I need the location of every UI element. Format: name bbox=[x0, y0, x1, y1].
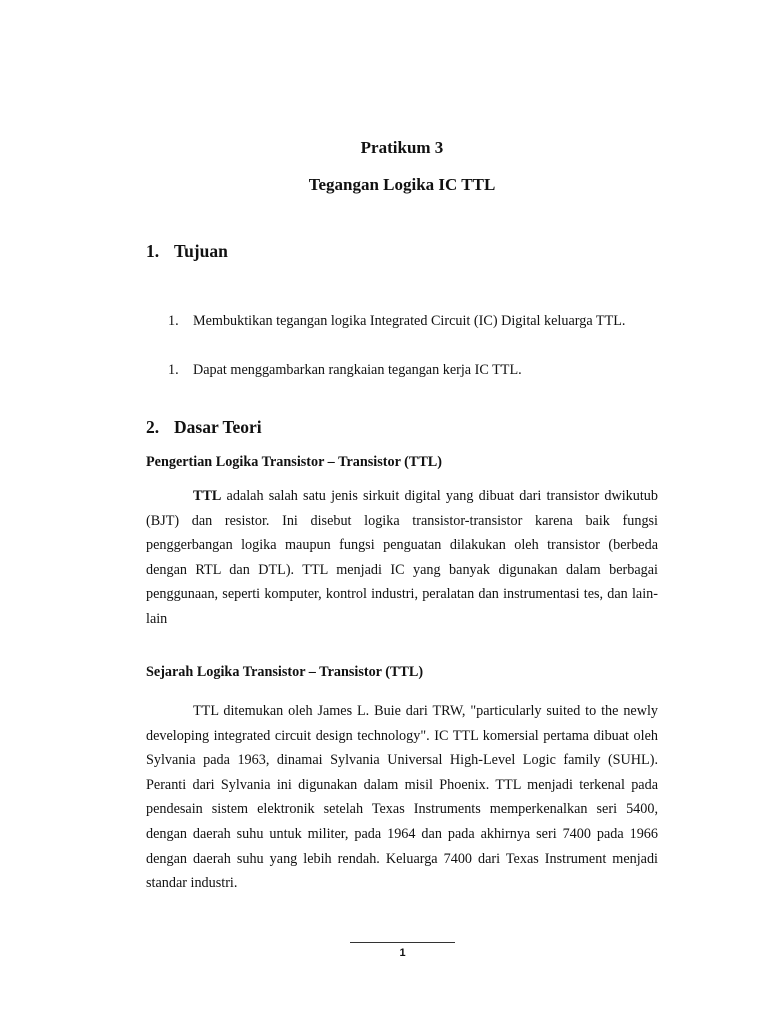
document-subtitle: Tegangan Logika IC TTL bbox=[308, 175, 496, 194]
paragraph-pengertian bbox=[146, 484, 658, 632]
list-item-text: Dapat menggambarkan rangkaian tegangan kerja IC TTL. bbox=[193, 362, 522, 378]
paragraph-sejarah bbox=[146, 699, 658, 896]
section-number: 2. bbox=[146, 417, 160, 437]
footer-divider bbox=[350, 942, 455, 943]
list-item bbox=[168, 358, 658, 383]
list-item-text: Membuktikan tegangan logika Integrated Circuit (IC) Digital keluarga TTL. bbox=[193, 313, 626, 329]
paragraph-body: adalah salah satu jenis sirkuit digital yang dibuat dari transistor dwikutub (BJT) dan resistor. Ini disebut logika transistor-transistor karena baik fungsi penggerbangan logika maupun fungsi penguatan dilakukan oleh transistor (berbeda dengan RTL dan DTL). TTL menjadi IC yang banyak digunakan dalam berbagai penggunaan, seperti komputer, kontrol industri, peralatan dan instrumentasi tes, dan lain-lain bbox=[146, 488, 658, 627]
list-marker: 1. bbox=[168, 313, 179, 329]
section-heading-dasar-teori bbox=[146, 417, 262, 438]
list-marker: 1. bbox=[168, 362, 179, 378]
section-heading-tujuan bbox=[146, 241, 228, 262]
subsection-heading-sejarah: Sejarah Logika Transistor – Transistor (TTL) bbox=[146, 664, 424, 680]
document-title: Pratikum 3 bbox=[360, 138, 444, 157]
paragraph-lead-term: TTL bbox=[193, 488, 222, 504]
list-item bbox=[168, 309, 658, 334]
section-title: Tujuan bbox=[174, 241, 228, 261]
section-title: Dasar Teori bbox=[174, 417, 262, 437]
paragraph-body: TTL ditemukan oleh James L. Buie dari TRW, "particularly suited to the newly developing integrated circuit design technology". IC TTL komersial pertama dibuat oleh Sylvania pada 1963, dinamai Sylvania Universal High-Level Logic family (SUHL). Peranti dari Sylvania ini digunakan dalam misil Phoenix. TTL menjadi terkenal pada pendesain sistem elektronik setelah Texas Instruments memperkenalkan seri 5400, dengan daerah suhu untuk militer, pada 1964 dan pada akhirnya seri 7400 pada 1966 dengan daerah suhu yang lebih rendah. Keluarga 7400 dari Texas Instrument menjadi standar industri. bbox=[146, 703, 658, 892]
subsection-heading-pengertian: Pengertian Logika Transistor – Transistor (TTL) bbox=[146, 454, 442, 470]
page-number: 1 bbox=[399, 947, 406, 959]
section-number: 1. bbox=[146, 241, 160, 261]
